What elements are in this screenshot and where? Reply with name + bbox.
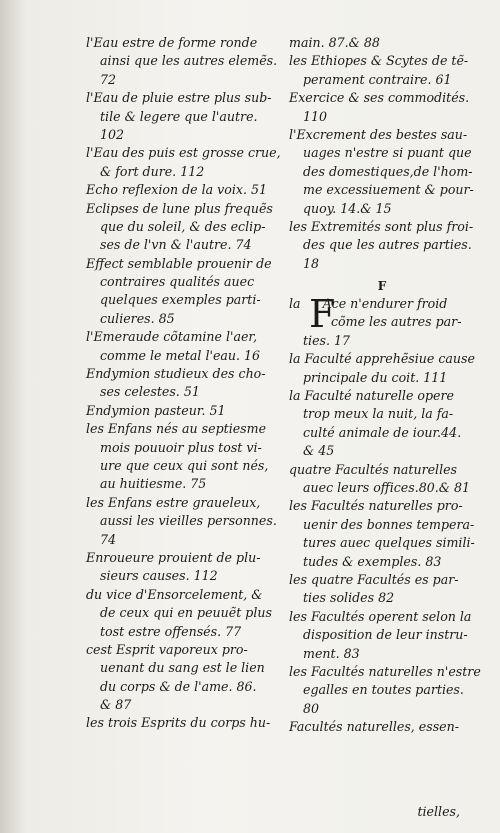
entry-line-text: Ace n'endurer froid <box>322 296 448 312</box>
entry-line: Effect semblable prouenir de <box>86 255 272 271</box>
entry-line: 110 <box>303 108 328 124</box>
entry-line: 18 <box>303 255 320 271</box>
entry-line: ainsi que les autres elemẽs. <box>100 53 278 69</box>
index-entry <box>86 89 282 144</box>
index-entry <box>86 586 282 641</box>
index-column-right <box>289 34 481 736</box>
index-entry <box>86 200 282 255</box>
entry-line: Endymion pasteur. 51 <box>86 402 226 418</box>
index-entry <box>86 328 282 365</box>
entry-line: culté animale de iour.44. <box>303 424 462 440</box>
entry-line: Exercice & ses commodités. <box>289 90 470 106</box>
entry-line: perament contraire. 61 <box>303 71 452 87</box>
entry-line: du vice d'Ensorcelement, & <box>86 586 263 602</box>
index-entry <box>86 181 282 199</box>
index-entry <box>86 714 282 732</box>
index-entry <box>289 126 475 218</box>
entry-line: ses de l'vn & l'autre. 74 <box>100 237 252 253</box>
index-entry <box>86 255 282 329</box>
entry-line: & 45 <box>303 443 335 459</box>
entry-line: quoy. 14.& 15 <box>303 200 392 216</box>
index-entry <box>86 144 282 181</box>
entry-line: Echo reflexion de la voix. 51 <box>86 182 268 198</box>
entry-line: du corps & de l'ame. 86. <box>100 678 257 694</box>
dropcap-prefix: la <box>289 296 301 312</box>
entry-line: les Facultés operent selon la <box>289 608 472 624</box>
entry-line: Enroueure prouient de plu- <box>86 549 261 565</box>
entry-line: Endymion studieux des cho- <box>86 366 266 382</box>
entry-line: auec leurs offices.80.& 81 <box>303 479 470 495</box>
entry-line: contraires qualités auec <box>100 274 255 290</box>
entry-line: les Enfans nés au septiesme <box>86 421 267 437</box>
entry-line: main. 87.& 88 <box>289 35 380 50</box>
entry-line: au huitiesme. 75 <box>100 476 207 492</box>
index-entry <box>289 497 475 571</box>
entry-line: de ceux qui en peuuẽt plus <box>100 605 272 621</box>
entry-line: tudes & exemples. 83 <box>303 553 442 569</box>
entry-line: des que les autres parties. <box>303 237 472 253</box>
dropcap-entry <box>289 292 475 350</box>
catchword: tielles, <box>417 804 460 819</box>
index-entry <box>86 402 282 420</box>
entry-line: ses celestes. 51 <box>100 384 200 400</box>
entry-line: uages n'estre si puant que <box>303 145 472 161</box>
section-letter: F <box>377 279 387 294</box>
index-entry <box>289 608 475 663</box>
entry-line: 74 <box>100 531 117 547</box>
entry-line: ties solides 82 <box>303 590 395 606</box>
index-entry <box>289 89 475 126</box>
entry-line: la Faculté apprehẽsiue cause <box>289 351 475 367</box>
entry-line: culieres. 85 <box>100 310 175 326</box>
entry-line: des domestiques,de l'hom- <box>303 163 473 179</box>
entry-line: principale du coit. 111 <box>303 369 448 385</box>
entry-line: la Faculté naturelle opere <box>289 388 454 404</box>
index-entry <box>289 52 475 89</box>
entry-line: les Facultés naturelles pro- <box>289 498 463 514</box>
index-entry <box>289 461 475 498</box>
entry-line: tost estre offensés. 77 <box>100 623 242 639</box>
index-entry <box>289 718 475 736</box>
entry-line: ment. 83 <box>303 645 360 661</box>
entry-line: 72 <box>100 71 117 87</box>
entry-line: Eclipses de lune plus frequẽs <box>86 200 273 216</box>
entry-line: les Extremités sont plus froi- <box>289 218 474 234</box>
dropcap-letter: F <box>309 292 336 337</box>
entry-line: tile & legere que l'autre. <box>100 108 258 124</box>
index-entries-e <box>289 34 475 273</box>
entry-line: ties. 17 <box>303 332 351 348</box>
index-entry <box>289 571 475 608</box>
index-entry <box>86 34 282 89</box>
index-entry <box>289 663 481 718</box>
entry-line: tures auec quelques simili- <box>303 535 475 551</box>
entry-line: trop meux la nuit, la fa- <box>303 406 454 422</box>
entry-line: l'Excrement des bestes sau- <box>289 126 468 142</box>
entry-line: quelques exemples parti- <box>100 292 261 308</box>
index-entries-f <box>289 350 481 736</box>
index-entry <box>86 365 282 402</box>
entry-line: ure que ceux qui sont nés, <box>100 457 269 473</box>
entry-line: disposition de leur instru- <box>303 627 468 643</box>
index-entry <box>86 641 282 715</box>
entry-line: les Enfans estre graueleux, <box>86 494 261 510</box>
entry-line: mois pouuoir plus tost vi- <box>100 439 262 455</box>
entry-line: egalles en toutes parties. <box>303 682 464 698</box>
entry-line: Facultés naturelles, essen- <box>289 719 460 735</box>
entry-line: 80 <box>303 700 320 716</box>
index-entry <box>289 218 475 273</box>
entry-line: l'Eau des puis est grosse crue, <box>86 145 281 161</box>
entry-line: les trois Esprits du corps hu- <box>86 715 271 731</box>
index-entry <box>289 34 475 52</box>
binding-shadow <box>0 0 26 833</box>
entry-line: uenant du sang est le lien <box>100 660 265 676</box>
index-column-left <box>86 34 282 733</box>
entry-line: les quatre Facultés es par- <box>289 571 459 587</box>
entry-line: les Ethiopes & Scytes de tẽ- <box>289 53 469 69</box>
entry-line: uenir des bonnes tempera- <box>303 516 475 532</box>
index-entry <box>86 494 282 549</box>
entry-line: sieurs causes. 112 <box>100 568 218 584</box>
index-entry <box>289 350 475 387</box>
entry-line: cõme les autres par- <box>331 314 462 330</box>
index-entry <box>289 387 475 461</box>
entry-line: comme le metal l'eau. 16 <box>100 347 261 363</box>
entry-line: cest Esprit vaporeux pro- <box>86 641 248 657</box>
entry-line: l'Eau estre de forme ronde <box>86 35 258 50</box>
entry-line: & fort dure. 112 <box>100 163 205 179</box>
entry-line: que du soleil, & des eclip- <box>100 218 266 234</box>
entry-line: 102 <box>100 126 125 142</box>
entry-line: l'Emeraude cõtamine l'aer, <box>86 329 258 345</box>
entry-line: quatre Facultés naturelles <box>289 461 458 477</box>
index-entry <box>86 420 282 494</box>
index-entry <box>86 549 282 586</box>
entry-line: & 87 <box>100 697 132 713</box>
entry-line: aussi les vieilles personnes. <box>100 513 277 529</box>
entry-line: les Facultés naturelles n'estre <box>289 663 481 679</box>
entry-line: me excessiuement & pour- <box>303 182 474 198</box>
entry-line: l'Eau de pluie estre plus sub- <box>86 90 272 106</box>
